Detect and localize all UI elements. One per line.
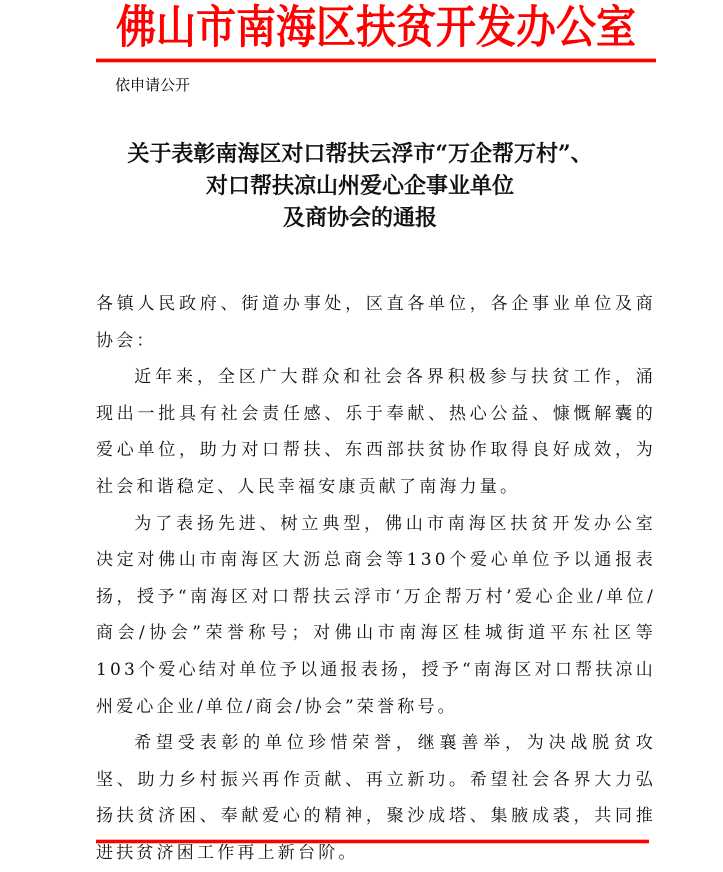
notice-title-line-1: 关于表彰南海区对口帮扶云浮市“万企帮万村”、 (127, 141, 593, 167)
notice-title-line-2: 对口帮扶凉山州爱心企事业单位 (205, 173, 514, 199)
document-header (96, 0, 656, 54)
paragraph-commendation: 为了表扬先进、树立典型，佛山市南海区扶贫开发办公室决定对佛山市南海区大沥总商会等130个爱心单位予以通报表扬，授予“南海区对口帮扶云浮市‘万企帮万村’爱心企业/单位/商会/协会”荣誉称号；对佛山市南海区桂城街道平东社区等103个爱心结对单位予以通报表扬，授予“南海区对口帮扶凉山州爱心企业/单位/商会/协会”荣誉称号。 (96, 513, 656, 717)
notice-body (96, 286, 656, 872)
notice-title (60, 138, 660, 234)
notice-title-line-3: 及商协会的通报 (282, 205, 437, 231)
footer-red-rule (96, 840, 649, 843)
salutation: 各镇人民政府、街道办事处，区直各单位，各企事业单位及商协会： (96, 294, 656, 351)
paragraph-background: 近年来，全区广大群众和社会各界积极参与扶贫工作，涌现出一批具有社会责任感、乐于奉献、热心公益、慷慨解囊的爱心单位，助力对口帮扶、东西部扶贫协作取得良好成效，为社会和谐稳定、人民幸福安康贡献了南海力量。 (96, 367, 656, 497)
header-red-rule (96, 59, 656, 62)
office-name-heading: 佛山市南海区扶贫开发办公室 (116, 1, 636, 54)
disclosure-label: 依申请公开 (115, 76, 191, 94)
paragraph-expectation: 希望受表彰的单位珍惜荣誉，继襄善举，为决战脱贫攻坚、助力乡村振兴再作贡献、再立新功。希望社会各界大力弘扬扶贫济困、奉献爱心的精神，聚沙成塔、集腋成裘，共同推进扶贫济困工作再上新台阶。 (96, 733, 656, 863)
